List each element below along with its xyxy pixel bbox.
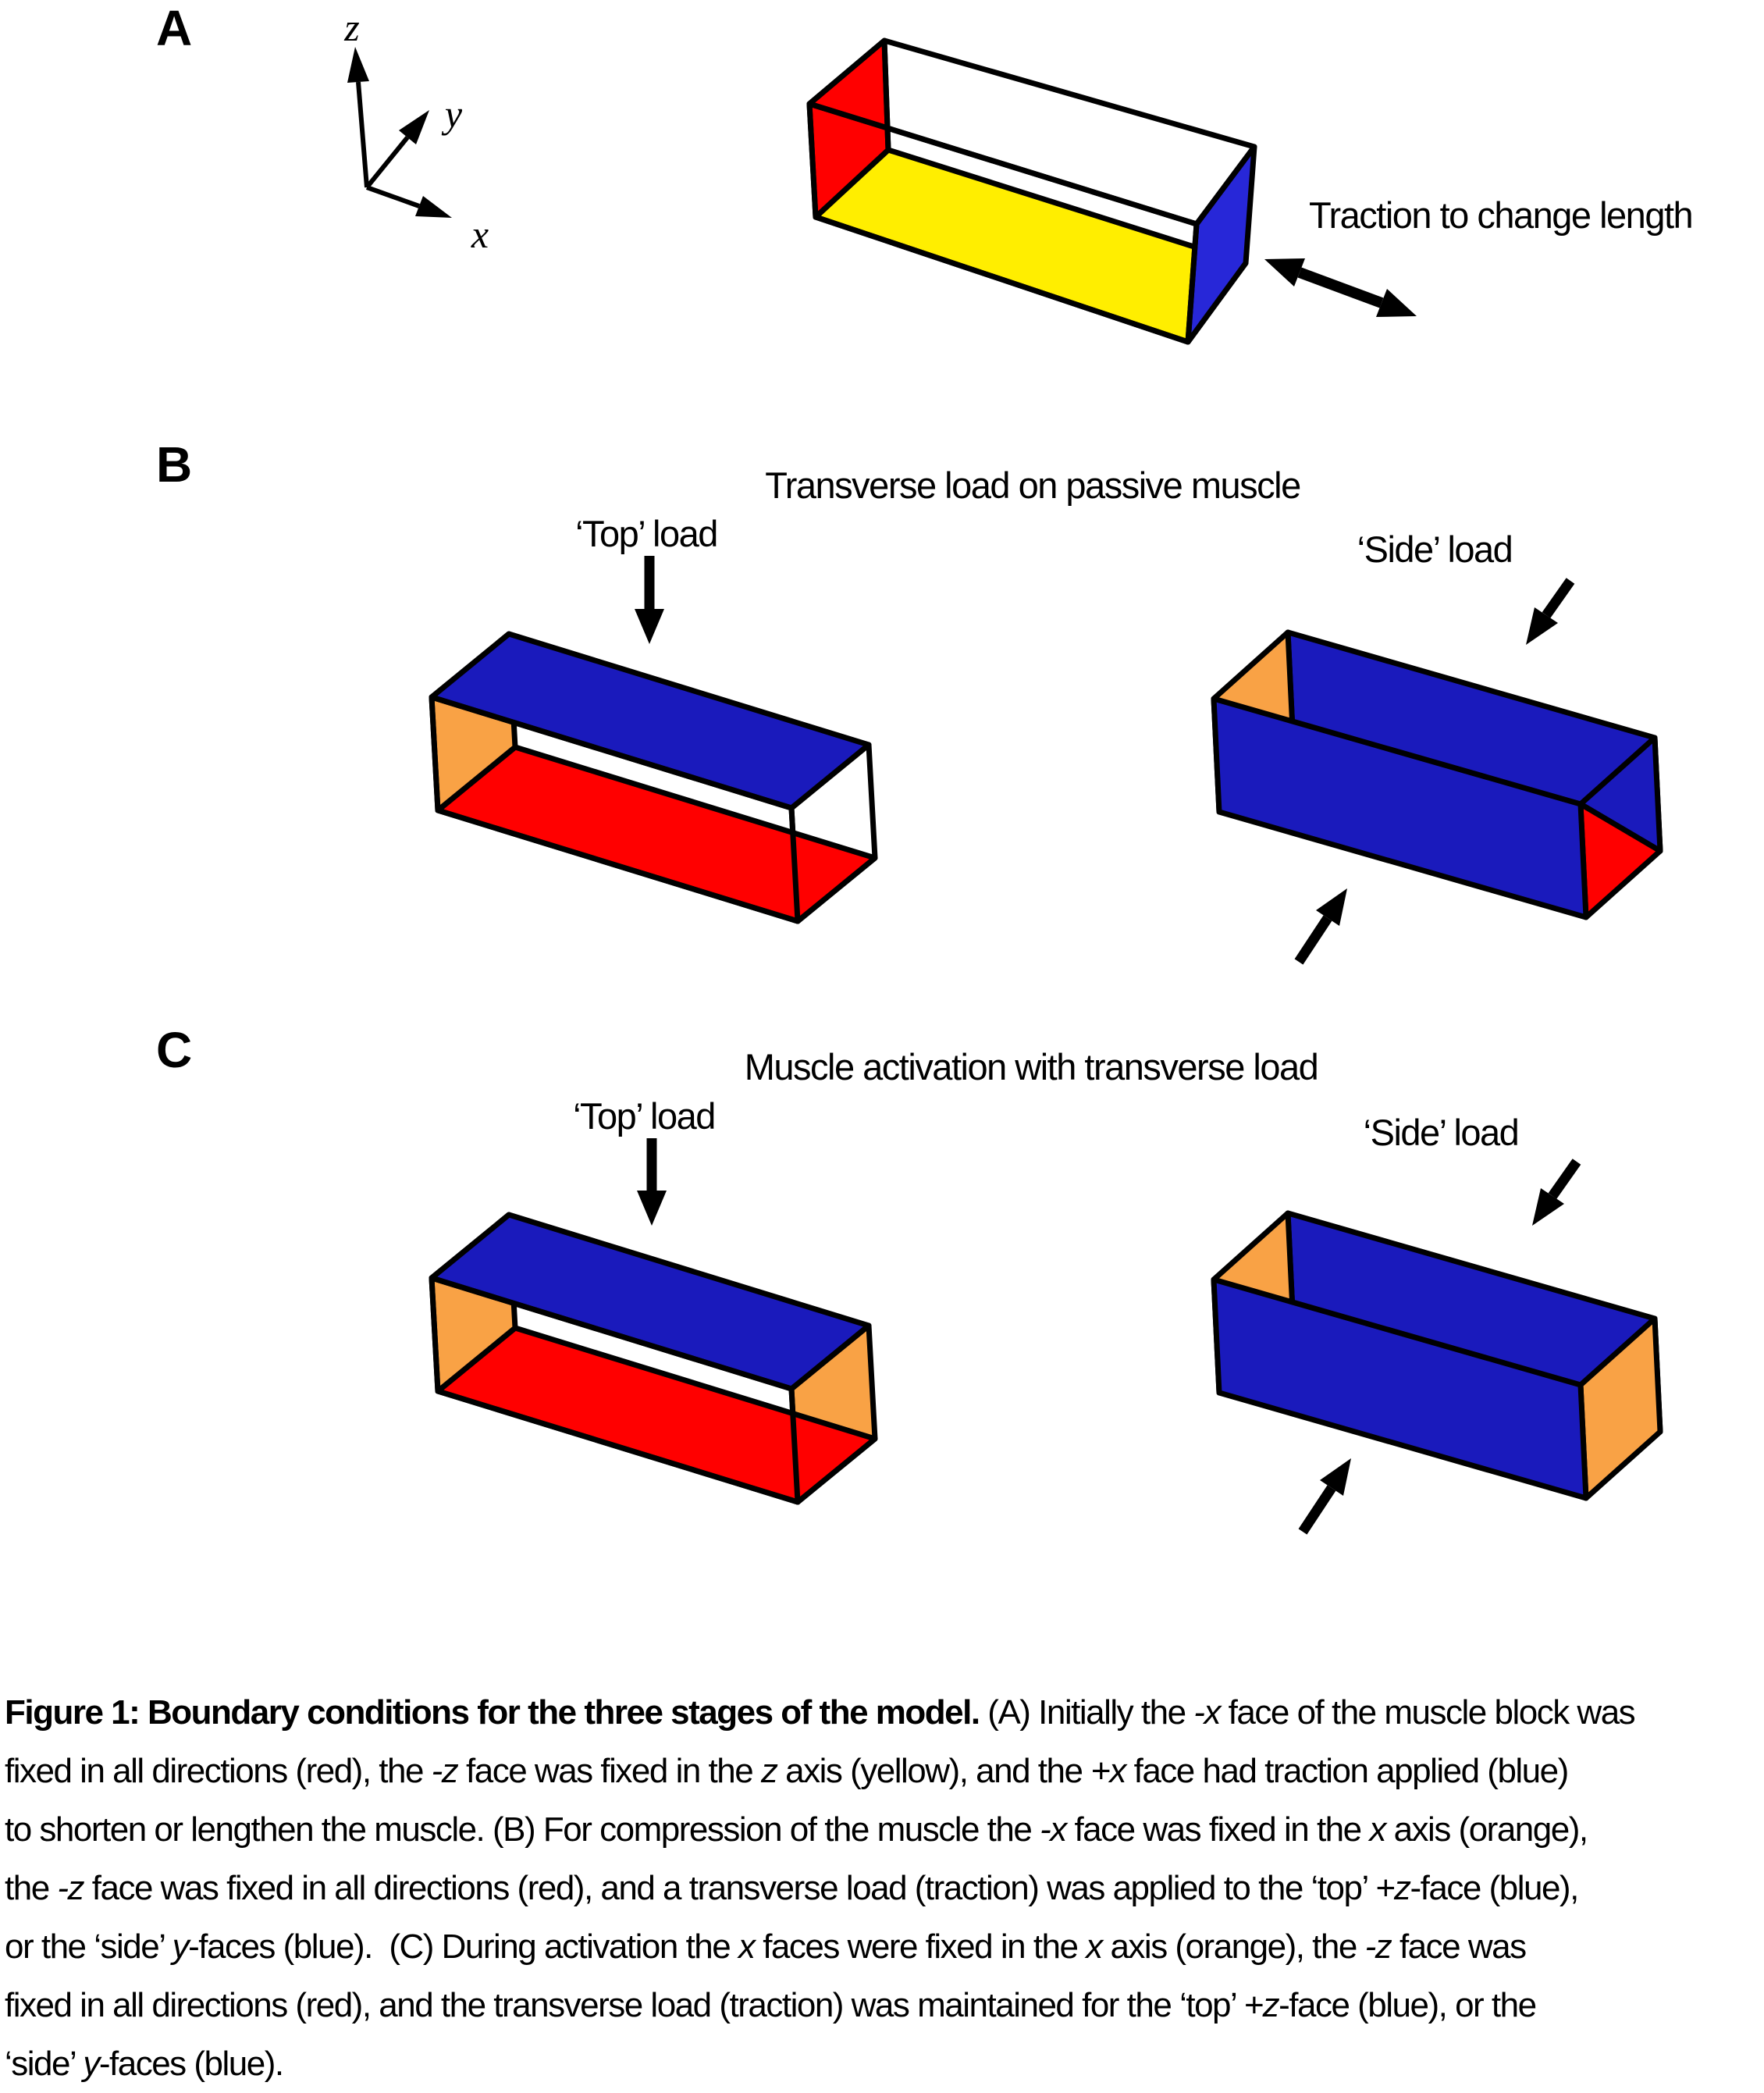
traction-arrow-left-head — [1264, 258, 1305, 287]
plus-x-face — [1188, 147, 1254, 342]
side-load-lower-arrow-c-shaft — [1303, 1488, 1332, 1532]
panel-a — [156, 0, 1692, 342]
traction-arrow-right-head — [1376, 289, 1417, 317]
hidden-edge — [884, 41, 888, 150]
muscle-block-b-top — [432, 634, 875, 921]
z-axis-arrowhead-icon — [347, 47, 369, 83]
top-load-arrow-c-head — [637, 1191, 667, 1226]
side-load-lower-arrow-b-shaft — [1299, 918, 1328, 962]
panel-c-top-load-label: ‘Top’ load — [573, 1095, 715, 1137]
z-axis-label: z — [344, 5, 360, 49]
top-load-arrow-b-head — [635, 609, 664, 644]
traction-arrow-shaft — [1300, 272, 1382, 303]
side-load-lower-arrow-b-icon — [1299, 888, 1347, 962]
muscle-block-b-side — [1214, 632, 1660, 917]
x-axis-arrowhead-icon — [415, 196, 452, 218]
panel-a-annotation: Traction to change length — [1309, 194, 1693, 236]
side-load-upper-arrow-c-shaft — [1552, 1162, 1577, 1196]
top-load-arrow-b-icon — [635, 556, 664, 644]
side-load-upper-arrow-b-shaft — [1546, 581, 1570, 615]
panel-b-letter: B — [156, 436, 193, 493]
x-axis-line — [367, 187, 419, 206]
panel-c-letter: C — [156, 1022, 193, 1078]
muscle-block-a — [809, 41, 1254, 342]
muscle-block-c-side — [1214, 1213, 1660, 1498]
y-axis-label: y — [444, 92, 463, 136]
panel-c — [156, 1022, 1660, 1532]
panel-c-side-load-label: ‘Side’ load — [1363, 1112, 1519, 1153]
traction-double-arrow-icon — [1264, 258, 1417, 317]
panel-a-letter: A — [156, 0, 193, 56]
z-axis-line — [358, 82, 367, 187]
panel-b-top-load-label: ‘Top’ load — [575, 513, 717, 554]
panel-b — [156, 436, 1660, 962]
panel-c-title: Muscle activation with transverse load — [744, 1046, 1318, 1087]
top-load-arrow-c-icon — [637, 1138, 667, 1226]
side-load-upper-arrow-b-icon — [1526, 581, 1570, 645]
y-axis-line — [367, 137, 407, 187]
panel-b-side-load-label: ‘Side’ load — [1357, 529, 1513, 570]
coordinate-axes — [343, 5, 489, 256]
panel-b-title: Transverse load on passive muscle — [765, 465, 1300, 506]
side-load-upper-arrow-c-icon — [1532, 1162, 1577, 1226]
x-axis-label: x — [471, 212, 489, 256]
side-load-lower-arrow-c-icon — [1303, 1458, 1351, 1532]
bottom-face — [816, 150, 1246, 342]
muscle-block-c-top — [432, 1215, 875, 1502]
figure-caption: Figure 1: Boundary conditions for the three stages of the model. (A) Initially the -x face of the muscle block was fixed in all directions (red), the -z face was fixed in the z axis (yellow), and the +x face had traction applied (blue) to shorten or lengthen the muscle. (B) For compression of the muscle the -x face was fixed in the x axis (orange), the -z face was fixed in all directions (red), and a transverse load (traction) was applied to the ‘top’ +z-face (blue), or the ‘side’ y-faces (blue). (C) During activation the x faces were fixed in the x axis (orange), the -z face was fixed in all directions (red), and the transverse load (traction) was maintained for the ‘top’ +z-face (blue), or the ‘side’ y-faces (blue). — [5, 1693, 1635, 2083]
